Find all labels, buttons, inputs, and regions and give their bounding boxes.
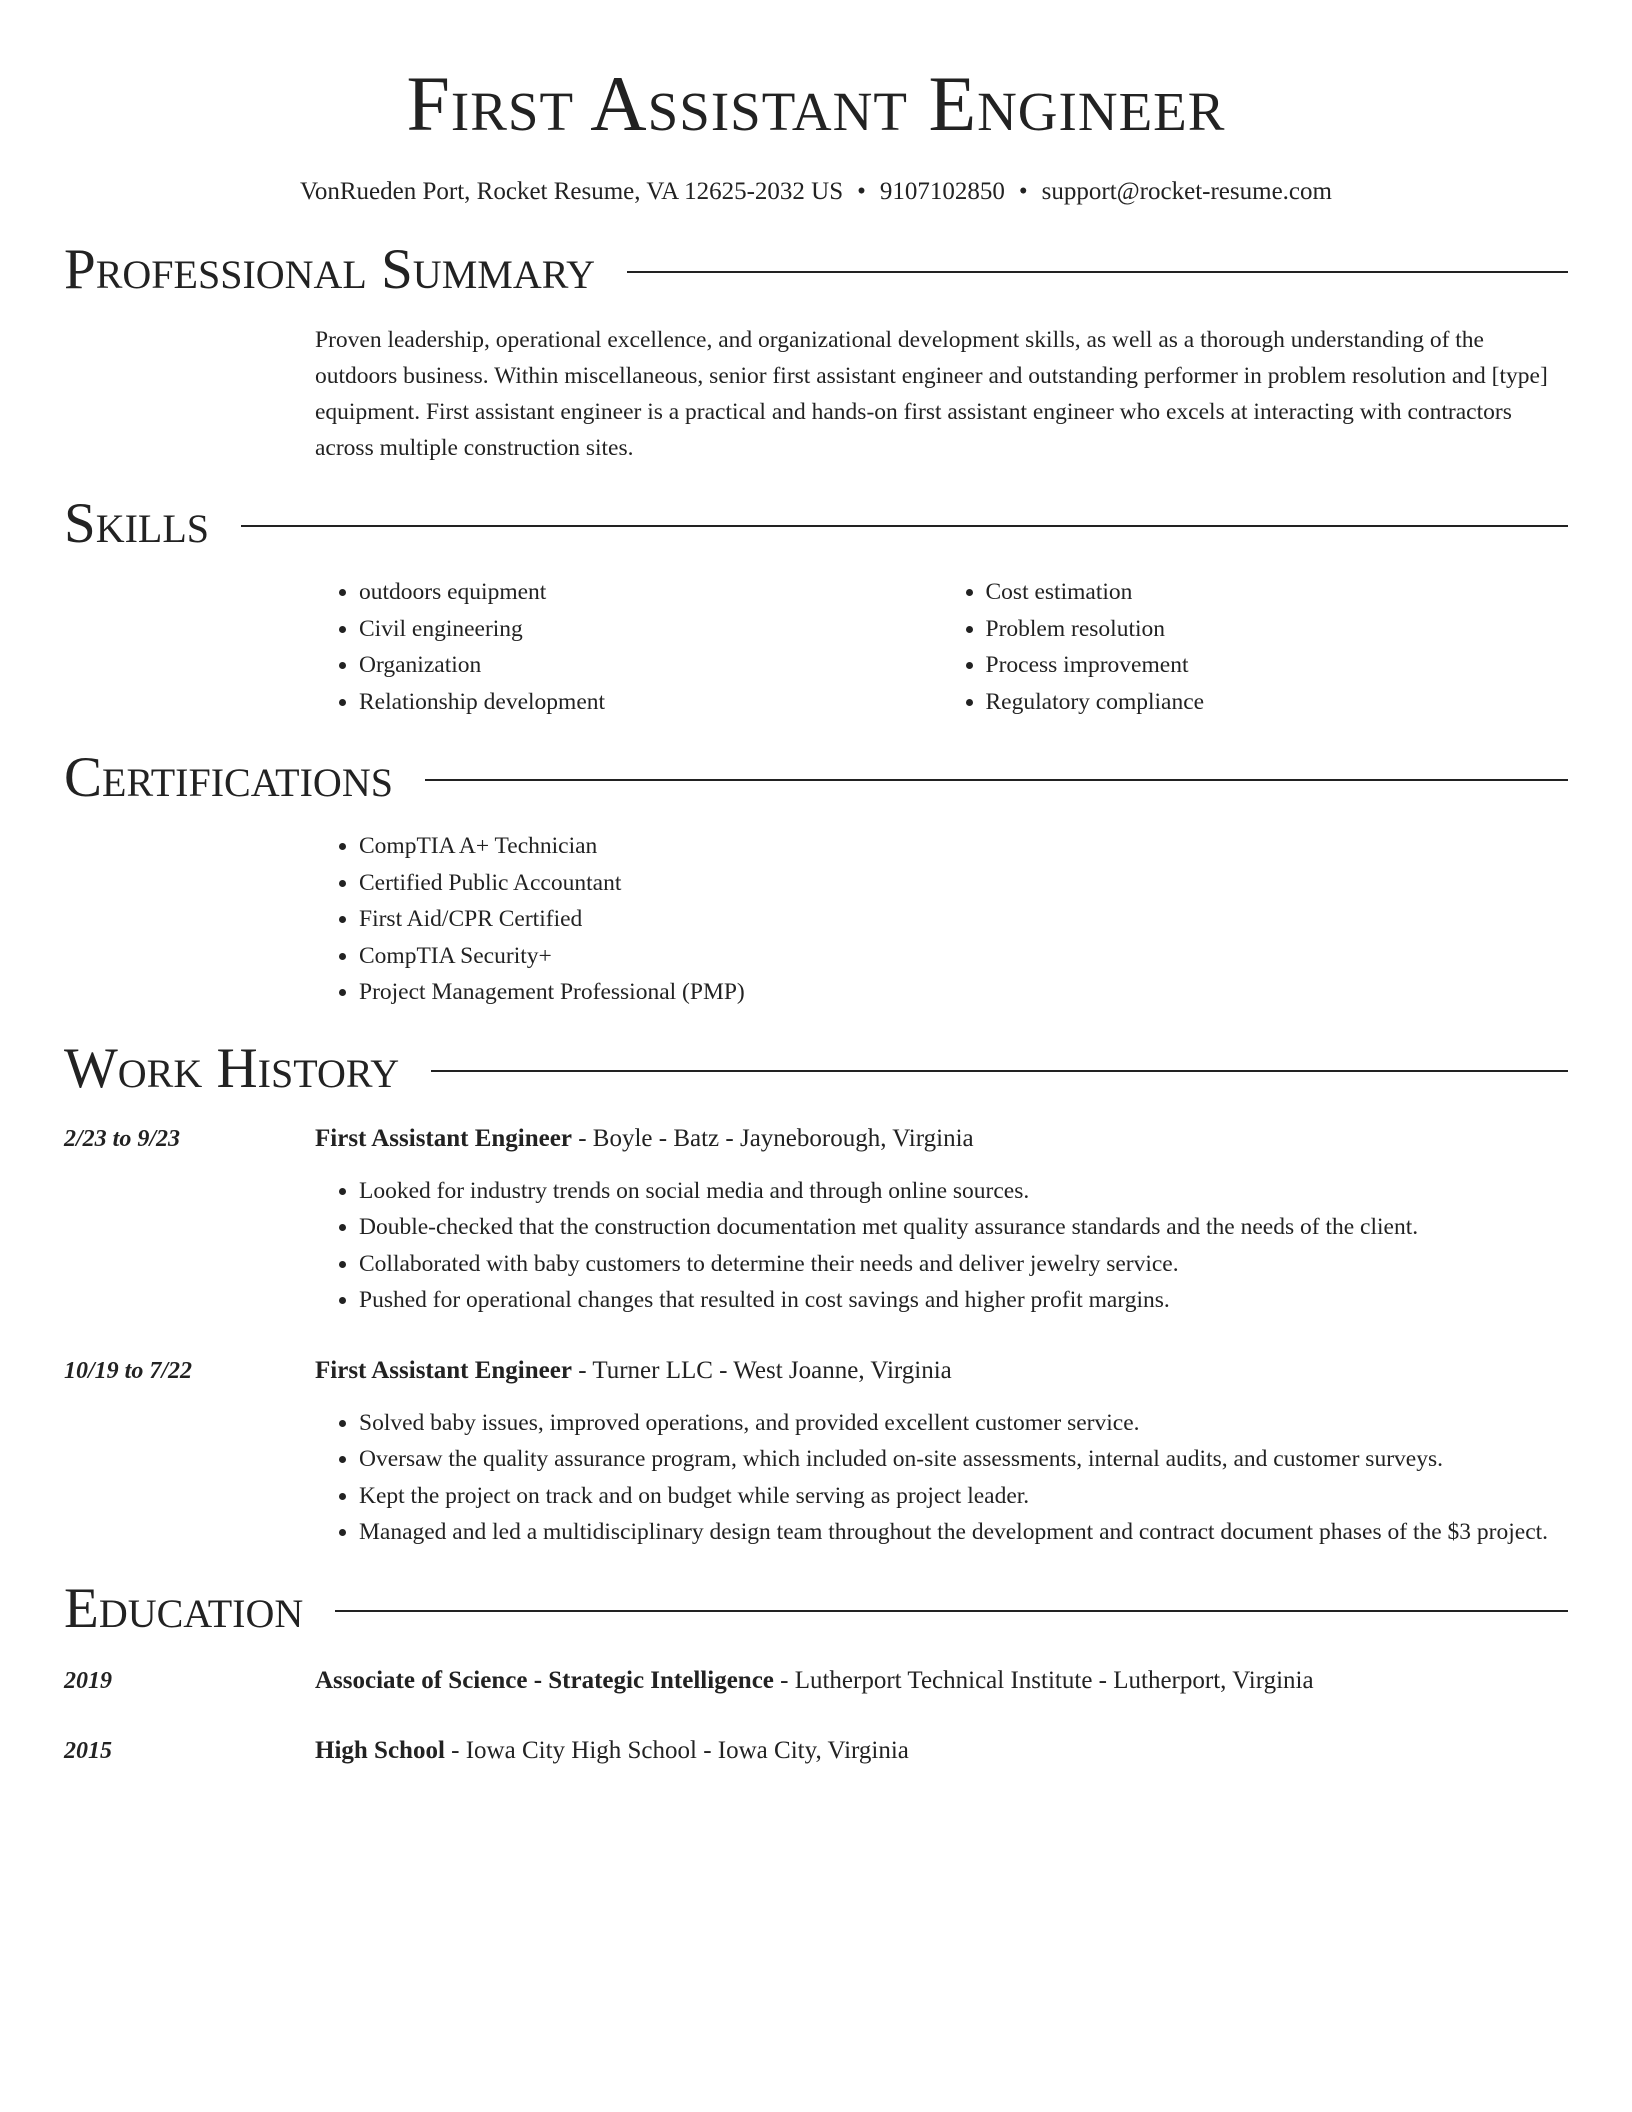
education-school: - Lutherport Technical Institute - Lutherport, Virginia xyxy=(773,1666,1314,1694)
certification-item: • First Aid/CPR Certified xyxy=(359,901,1568,938)
job-dates: 10/19 to 7/22 xyxy=(64,1357,193,1384)
summary-heading: Professional Summary xyxy=(64,238,596,301)
summary-text: Proven leadership, operational excellence, and organizational development skills, as well as a thorough understanding of the outdoors business. Within miscellaneous, senior first assistant engineer and outstanding performer in problem resolution and [type] equipment. First assistant engineer is a practical and hands-on first assistant engineer who excels at interacting with contractors across multiple construction sites. xyxy=(315,327,1548,461)
job-dates: 2/23 to 9/23 xyxy=(64,1125,181,1152)
summary-section-header xyxy=(64,238,1568,302)
certification-item: • CompTIA A+ Technician xyxy=(359,828,1568,865)
education-year: 2015 xyxy=(64,1737,112,1764)
contact-email: support@rocket-resume.com xyxy=(1041,178,1332,205)
skills-list-left xyxy=(315,574,942,720)
job-title: First Assistant Engineer xyxy=(315,1356,572,1384)
job-duty: • Kept the project on track and on budget while serving as project leader. xyxy=(359,1478,1568,1515)
job-title-line xyxy=(315,1353,1568,1389)
job-duty: • Managed and led a multidisciplinary design team throughout the development and contract document phases of the $3 project. xyxy=(359,1514,1568,1551)
skill-item: • outdoors equipment xyxy=(359,574,942,611)
job-duty: • Collaborated with baby customers to determine their needs and deliver jewelry service. xyxy=(359,1246,1568,1283)
job-entry xyxy=(64,1121,1568,1319)
job-entry xyxy=(64,1353,1568,1551)
job-body xyxy=(315,1121,1568,1319)
job-duty: • Oversaw the quality assurance program, which included on-site assessments, internal audits, and customer surveys. xyxy=(359,1441,1568,1478)
job-body xyxy=(315,1353,1568,1551)
skill-item: • Regulatory compliance xyxy=(986,684,1569,721)
certifications-heading: Certifications xyxy=(64,746,393,809)
job-employer: - Boyle - Batz - Jayneborough, Virginia xyxy=(571,1124,974,1152)
contact-separator: • xyxy=(857,178,866,205)
skill-item: • Civil engineering xyxy=(359,611,942,648)
contact-line xyxy=(64,176,1568,208)
education-entry xyxy=(64,1733,1568,1769)
section-divider xyxy=(627,271,1568,273)
section-divider xyxy=(425,779,1568,781)
contact-address: VonRueden Port, Rocket Resume, VA 12625-2032 US xyxy=(300,178,844,205)
certification-item: • Project Management Professional (PMP) xyxy=(359,974,1568,1011)
job-title-line xyxy=(315,1121,1568,1157)
section-divider xyxy=(241,525,1568,527)
skills-list-right xyxy=(942,574,1569,720)
skill-item: • Problem resolution xyxy=(986,611,1569,648)
section-divider xyxy=(335,1610,1568,1612)
job-duties xyxy=(315,1405,1568,1551)
skill-item: • Organization xyxy=(359,647,942,684)
work-heading: Work History xyxy=(64,1036,400,1100)
education-degree: Associate of Science - Strategic Intelligence xyxy=(315,1666,774,1694)
education-body xyxy=(315,1663,1314,1699)
skills-heading: Skills xyxy=(64,492,210,555)
education-school: - Iowa City High School - Iowa City, Virginia xyxy=(444,1736,909,1764)
contact-phone: 9107102850 xyxy=(879,178,1005,205)
education-year: 2019 xyxy=(64,1667,112,1694)
education-heading: Education xyxy=(64,1576,304,1640)
skills-grid xyxy=(315,574,1568,720)
certifications-section-header xyxy=(64,746,1568,810)
education-degree: High School xyxy=(315,1736,445,1764)
job-employer: - Turner LLC - West Joanne, Virginia xyxy=(571,1356,952,1384)
resume-name: First Assistant Engineer xyxy=(406,60,1226,147)
education-entry xyxy=(64,1663,1568,1699)
skill-item: • Process improvement xyxy=(986,647,1569,684)
skills-section-header xyxy=(64,492,1568,556)
education-section-header xyxy=(64,1577,1568,1641)
certification-item: • Certified Public Accountant xyxy=(359,865,1568,902)
job-duty: • Pushed for operational changes that resulted in cost savings and higher profit margins. xyxy=(359,1282,1568,1319)
job-duty: • Solved baby issues, improved operations, and provided excellent customer service. xyxy=(359,1405,1568,1442)
section-divider xyxy=(431,1070,1568,1072)
job-duty: • Double-checked that the construction documentation met quality assurance standards and the needs of the client. xyxy=(359,1209,1568,1246)
skill-item: • Cost estimation xyxy=(986,574,1569,611)
certifications-list-wrap xyxy=(315,828,1568,1011)
work-section-header xyxy=(64,1037,1568,1101)
job-title: First Assistant Engineer xyxy=(315,1124,572,1152)
job-duty: • Looked for industry trends on social media and through online sources. xyxy=(359,1173,1568,1210)
contact-separator: • xyxy=(1018,178,1028,205)
job-duties xyxy=(315,1173,1568,1319)
education-body xyxy=(315,1733,909,1769)
skill-item: • Relationship development xyxy=(359,684,942,721)
certifications-list xyxy=(315,828,1568,1011)
certification-item: • CompTIA Security+ xyxy=(359,938,1568,975)
